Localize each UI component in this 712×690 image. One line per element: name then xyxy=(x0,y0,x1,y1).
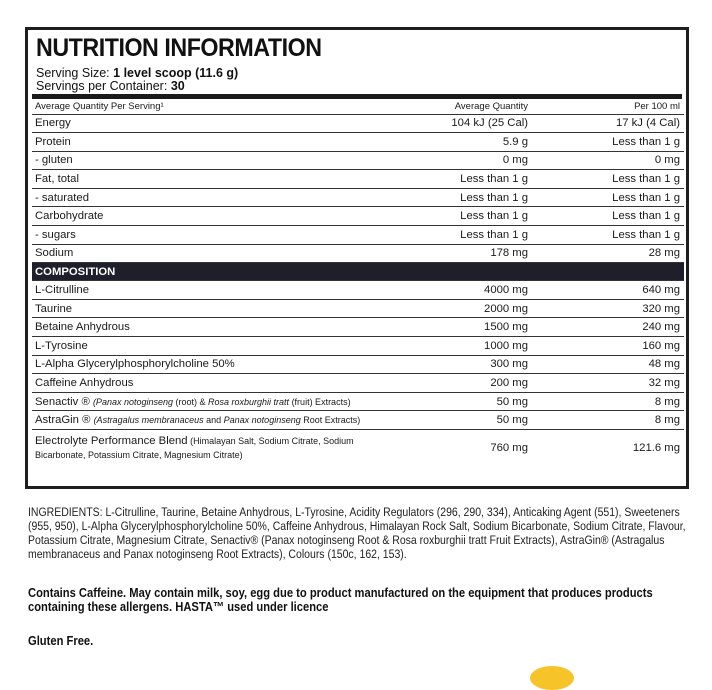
row-per-100ml: 240 mg xyxy=(534,318,684,337)
row-per-100ml: 160 mg xyxy=(534,337,684,356)
allergen-warning: Contains Caffeine. May contain milk, soy, egg due to product manufactured on the equipment that produces products containing these allergens. HASTA™ used under licence xyxy=(28,585,653,614)
row-per-serving: 1000 mg xyxy=(422,337,534,356)
table-row xyxy=(32,226,684,245)
header-col-average-quantity: Average Quantity xyxy=(422,99,534,114)
composition-header xyxy=(32,263,684,281)
row-per-100ml: 121.6 mg xyxy=(632,441,680,454)
row-name: Betaine Anhydrous xyxy=(32,318,422,337)
row-name: Fat, total xyxy=(32,170,422,189)
row-per-100ml: 0 mg xyxy=(534,151,684,170)
logo-fragment xyxy=(530,666,574,690)
row-name-part: AstraGin ® xyxy=(35,414,91,427)
table-row xyxy=(32,318,684,337)
table-row xyxy=(32,411,684,430)
table-row xyxy=(32,207,684,226)
table-header-row xyxy=(32,99,684,114)
row-name-part: Bicarbonate, Potassium Citrate, Magnesium Citrate) xyxy=(35,449,243,460)
table-row xyxy=(32,151,684,170)
row-per-100ml: 640 mg xyxy=(534,281,684,300)
row-name-part: (root) & xyxy=(173,396,209,407)
row-per-100ml: Less than 1 g xyxy=(534,226,684,245)
row-name: - saturated xyxy=(32,188,422,207)
row-name: Carbohydrate xyxy=(32,207,422,226)
servings-label: Servings per Container: xyxy=(36,79,168,93)
row-per-serving: 2000 mg xyxy=(422,299,534,318)
row-per-serving: 300 mg xyxy=(422,355,534,374)
row-name xyxy=(32,430,422,466)
row-per-serving: 178 mg xyxy=(422,244,534,263)
row-per-100ml: 8 mg xyxy=(534,392,684,411)
row-per-100ml: Less than 1 g xyxy=(534,207,684,226)
serving-size-label: Serving Size: xyxy=(36,66,110,80)
row-name xyxy=(32,411,422,430)
row-per-serving: 1500 mg xyxy=(422,318,534,337)
page-title: NUTRITION INFORMATION xyxy=(36,34,322,62)
row-per-100ml: 28 mg xyxy=(534,244,684,263)
table-row xyxy=(32,170,684,189)
row-name-part: Rosa roxburghii tratt xyxy=(208,396,290,407)
row-per-serving: 760 mg xyxy=(490,441,528,454)
row-per-serving: 50 mg xyxy=(422,392,534,411)
table-row xyxy=(32,355,684,374)
row-name-part: (Astragalus membranaceus xyxy=(93,415,204,426)
row-per-serving: 5.9 g xyxy=(422,133,534,152)
row-per-serving: 50 mg xyxy=(422,411,534,430)
servings-per-container xyxy=(36,79,185,93)
row-name: Energy xyxy=(32,114,422,133)
row-name-part: Senactiv ® xyxy=(35,395,90,408)
row-name-part: (fruit) Extracts) xyxy=(289,396,351,407)
row-name-part: Electrolyte Performance Blend xyxy=(35,434,188,447)
nutrition-panel xyxy=(25,27,689,489)
row-name: Taurine xyxy=(32,299,422,318)
row-name-part: Panax notoginseng xyxy=(223,415,301,426)
row-per-serving: 104 kJ (25 Cal) xyxy=(422,114,534,133)
table-row xyxy=(32,430,684,466)
row-name: - gluten xyxy=(32,151,422,170)
serving-size xyxy=(36,66,238,80)
table-row xyxy=(32,337,684,356)
row-per-100ml: 48 mg xyxy=(534,355,684,374)
table-row xyxy=(32,374,684,393)
row-name-part: (Panax notoginseng xyxy=(92,396,173,407)
row-per-100ml: Less than 1 g xyxy=(534,133,684,152)
row-per-serving: Less than 1 g xyxy=(422,170,534,189)
row-name-part: Root Extracts) xyxy=(300,415,361,426)
table-row xyxy=(32,281,684,300)
row-per-serving: 200 mg xyxy=(422,374,534,393)
row-per-serving: Less than 1 g xyxy=(422,207,534,226)
gluten-free-label: Gluten Free. xyxy=(28,633,94,648)
row-per-100ml: Less than 1 g xyxy=(534,170,684,189)
table-row xyxy=(32,299,684,318)
ingredients-text: INGREDIENTS: L-Citrulline, Taurine, Betaine Anhydrous, L-Tyrosine, Acidity Regulators (296, 290, 334), Anticaking Agent (551), Sweeteners (955, 950), L-Alpha Glycerylphosphorylcholine 50%, Caffeine Anhydrous, Himalayan Rock Salt, Sodium Bicarbonate, Sodium Citrate, Flavour, Potassium Citrate, Magnesium Citrate, Senactiv® (Panax notoginseng Root & Rosa roxburghii tratt Fruit Extracts), AstraGin® (Astragalus membranaceus and Panax notoginseng Root Extracts), Colours (150c, 162, 153). xyxy=(28,505,686,561)
row-per-serving: Less than 1 g xyxy=(422,226,534,245)
row-name-part: and xyxy=(203,415,224,426)
row-name xyxy=(32,392,422,411)
row-name-part: (Himalayan Salt, Sodium Citrate, Sodium xyxy=(187,435,354,446)
row-per-100ml: 17 kJ (4 Cal) xyxy=(534,114,684,133)
row-name: L-Tyrosine xyxy=(32,337,422,356)
table-row xyxy=(32,392,684,411)
row-name: Sodium xyxy=(32,244,422,263)
row-per-100ml: Less than 1 g xyxy=(534,188,684,207)
row-name: - sugars xyxy=(32,226,422,245)
row-name: Protein xyxy=(32,133,422,152)
serving-size-value: 1 level scoop (11.6 g) xyxy=(113,66,239,80)
row-per-serving: 4000 mg xyxy=(422,281,534,300)
row-per-serving: Less than 1 g xyxy=(422,188,534,207)
row-per-serving: 0 mg xyxy=(422,151,534,170)
table-row xyxy=(32,133,684,152)
servings-value: 30 xyxy=(170,79,185,93)
row-name: L-Alpha Glycerylphosphorylcholine 50% xyxy=(32,355,422,374)
table-row xyxy=(32,114,684,133)
composition-label: COMPOSITION xyxy=(32,263,684,281)
row-per-100ml: 320 mg xyxy=(534,299,684,318)
row-name: Caffeine Anhydrous xyxy=(32,374,422,393)
table-row xyxy=(32,188,684,207)
row-per-100ml: 8 mg xyxy=(534,411,684,430)
row-per-100ml: 32 mg xyxy=(534,374,684,393)
table-row xyxy=(32,244,684,263)
nutrition-table xyxy=(32,99,684,466)
row-name: L-Citrulline xyxy=(32,281,422,300)
header-col-quantity-per-serving: Average Quantity Per Serving¹ xyxy=(32,99,422,114)
header-col-per-100ml: Per 100 ml xyxy=(534,99,684,114)
